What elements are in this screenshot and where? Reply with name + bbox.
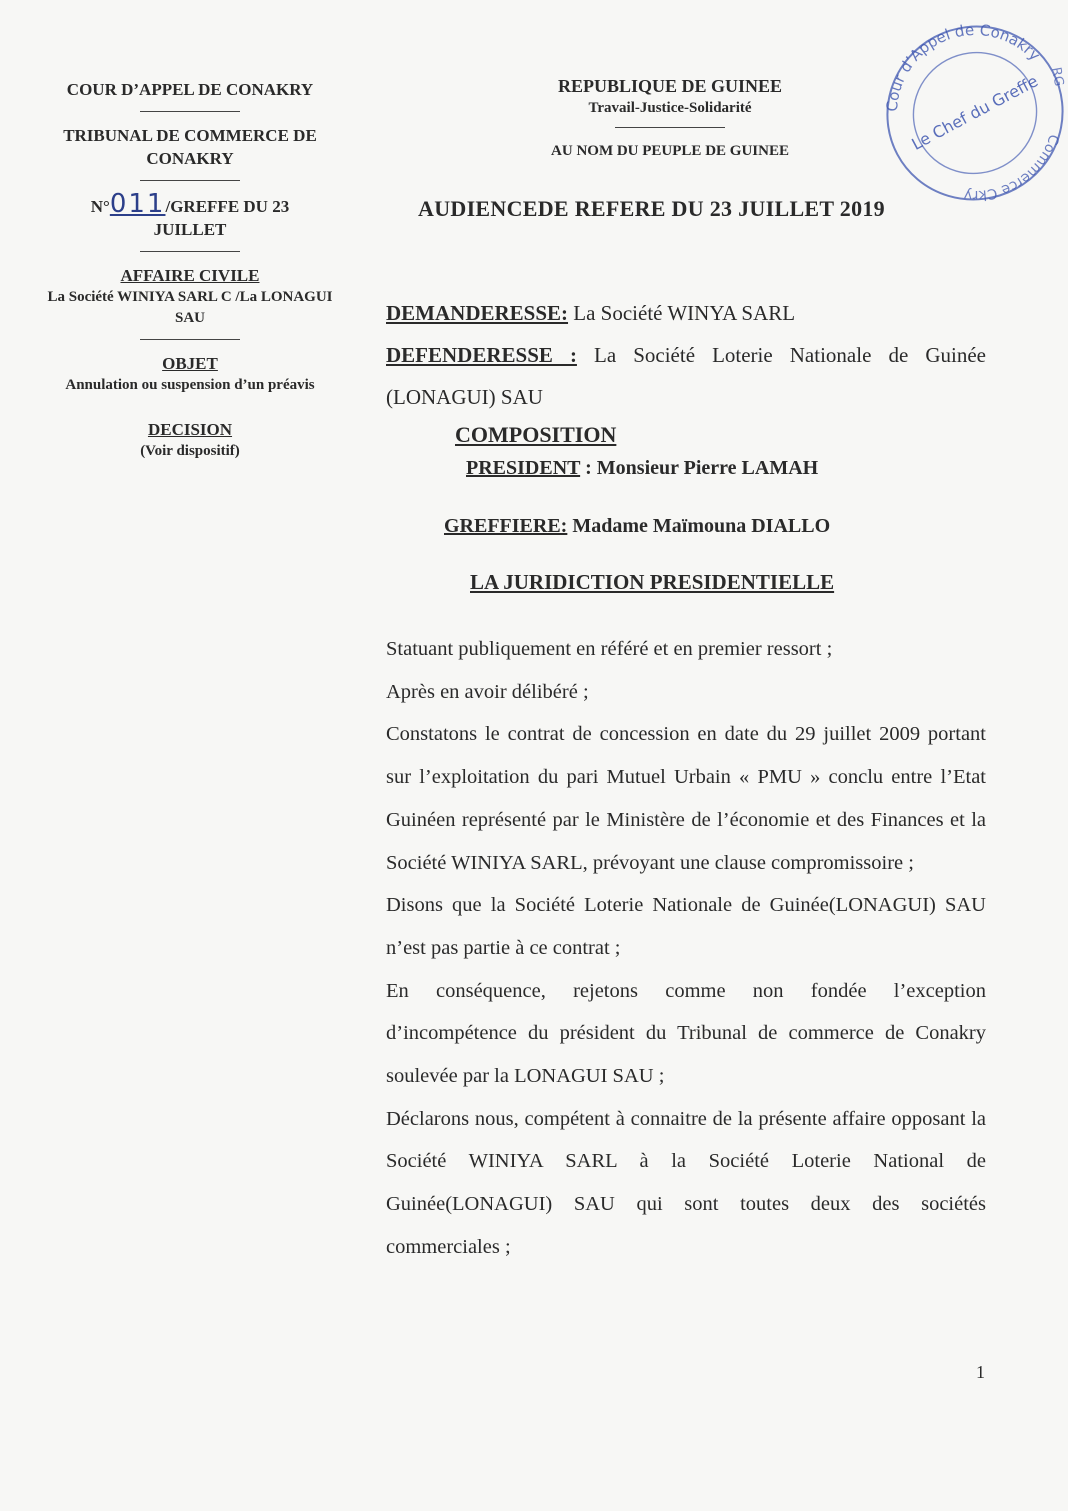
motto: Travail-Justice-Solidarité xyxy=(588,100,752,116)
decision-body xyxy=(386,628,986,1269)
decision-title: DECISION xyxy=(147,420,233,439)
divider xyxy=(615,127,725,128)
parties-section xyxy=(386,292,986,418)
president-line xyxy=(466,457,818,480)
divider xyxy=(140,180,240,181)
handwritten-number: 011 xyxy=(109,189,166,219)
greffiere-label: GREFFIERE: xyxy=(444,515,568,537)
affaire-title: AFFAIRE CIVILE xyxy=(120,266,260,285)
stamp-ring-text-2: Commerce Ckry xyxy=(963,132,1062,204)
juridiction-title: LA JURIDICTION PRESIDENTIELLE xyxy=(470,570,835,594)
number-suffix: /GREFFE DU 23 JUILLET xyxy=(153,197,290,239)
divider xyxy=(140,339,240,340)
objet-text: Annulation ou suspension d’un préavis xyxy=(65,377,315,393)
president-label: PRESIDENT xyxy=(466,457,581,479)
republic-title: REPUBLIQUE DE GUINEE xyxy=(557,76,783,96)
paragraph: Disons que la Société Loterie Nationale de Guinée(LONAGUI) SAU n’est pas partie à ce contrat ; xyxy=(386,894,986,959)
composition-title: COMPOSITION xyxy=(455,422,617,447)
defenderesse-line xyxy=(386,334,986,418)
case-number xyxy=(55,189,325,241)
demanderesse-value: La Société WINYA SARL xyxy=(568,301,796,325)
decision-text: (Voir dispositif) xyxy=(140,443,240,459)
court-stamp xyxy=(880,8,1068,208)
left-header xyxy=(20,78,360,462)
demanderesse-line xyxy=(386,292,986,334)
defenderesse-value: La Société Loterie Nationale de Guinée (LONAGUI) SAU xyxy=(386,343,986,409)
demanderesse-label: DEMANDERESSE: xyxy=(386,301,569,325)
objet-title: OBJET xyxy=(162,354,218,373)
divider xyxy=(140,111,240,112)
paragraph: En conséquence, rejetons comme non fondée l’exception d’incompétence du président du Tribunal de commerce de Conakry soulevée par la LONAGUI SAU ; xyxy=(386,979,986,1088)
stamp-center-text: Le Chef du Greffe xyxy=(908,71,1042,154)
court-name: COUR D’APPEL DE CONAKRY xyxy=(66,80,314,99)
tribunal-name: TRIBUNAL DE COMMERCE DE CONAKRY xyxy=(63,126,317,168)
right-header xyxy=(470,74,870,161)
paragraph: Constatons le contrat de concession en date du 29 juillet 2009 portant sur l’exploitation du pari Mutuel Urbain « PMU » conclu entre l’Etat Guinéen représenté par le Ministère de l’économie et des Finances et la Société WINIYA SARL, prévoyant une clause compromissoire ; xyxy=(386,723,986,874)
paragraph: Après en avoir délibéré ; xyxy=(386,680,589,703)
audience-title: AUDIENCEDE REFERE DU 23 JUILLET 2019 xyxy=(418,196,885,221)
au-nom-du-peuple: AU NOM DU PEUPLE DE GUINEE xyxy=(551,143,789,159)
stamp-seal xyxy=(880,8,1068,208)
paragraph: Statuant publiquement en référé et en premier ressort ; xyxy=(386,638,833,660)
page-number: 1 xyxy=(976,1362,985,1382)
number-prefix: N° xyxy=(90,197,110,216)
defenderesse-label: DEFENDERESSE : xyxy=(386,343,577,367)
stamp-fragment: RG xyxy=(1048,66,1067,88)
svg-text:Commerce Ckry xyxy=(953,127,1068,208)
president-value: : Monsieur Pierre LAMAH xyxy=(580,457,819,479)
affaire-parties: La Société WINIYA SARL C /La LONAGUI SAU xyxy=(47,289,333,326)
greffiere-line xyxy=(444,515,830,538)
paragraph: Déclarons nous, compétent à connaitre de la présente affaire opposant la Société WINIYA SARL à la Société Loterie National de Guinée(LONAGUI) SAU qui sont toutes deux des sociétés commerciales ; xyxy=(386,1107,986,1258)
stamp-ring-text: Cour d’Appel de Conakry xyxy=(882,20,1044,113)
greffiere-value: Madame Maïmouna DIALLO xyxy=(567,515,831,537)
divider xyxy=(140,251,240,252)
